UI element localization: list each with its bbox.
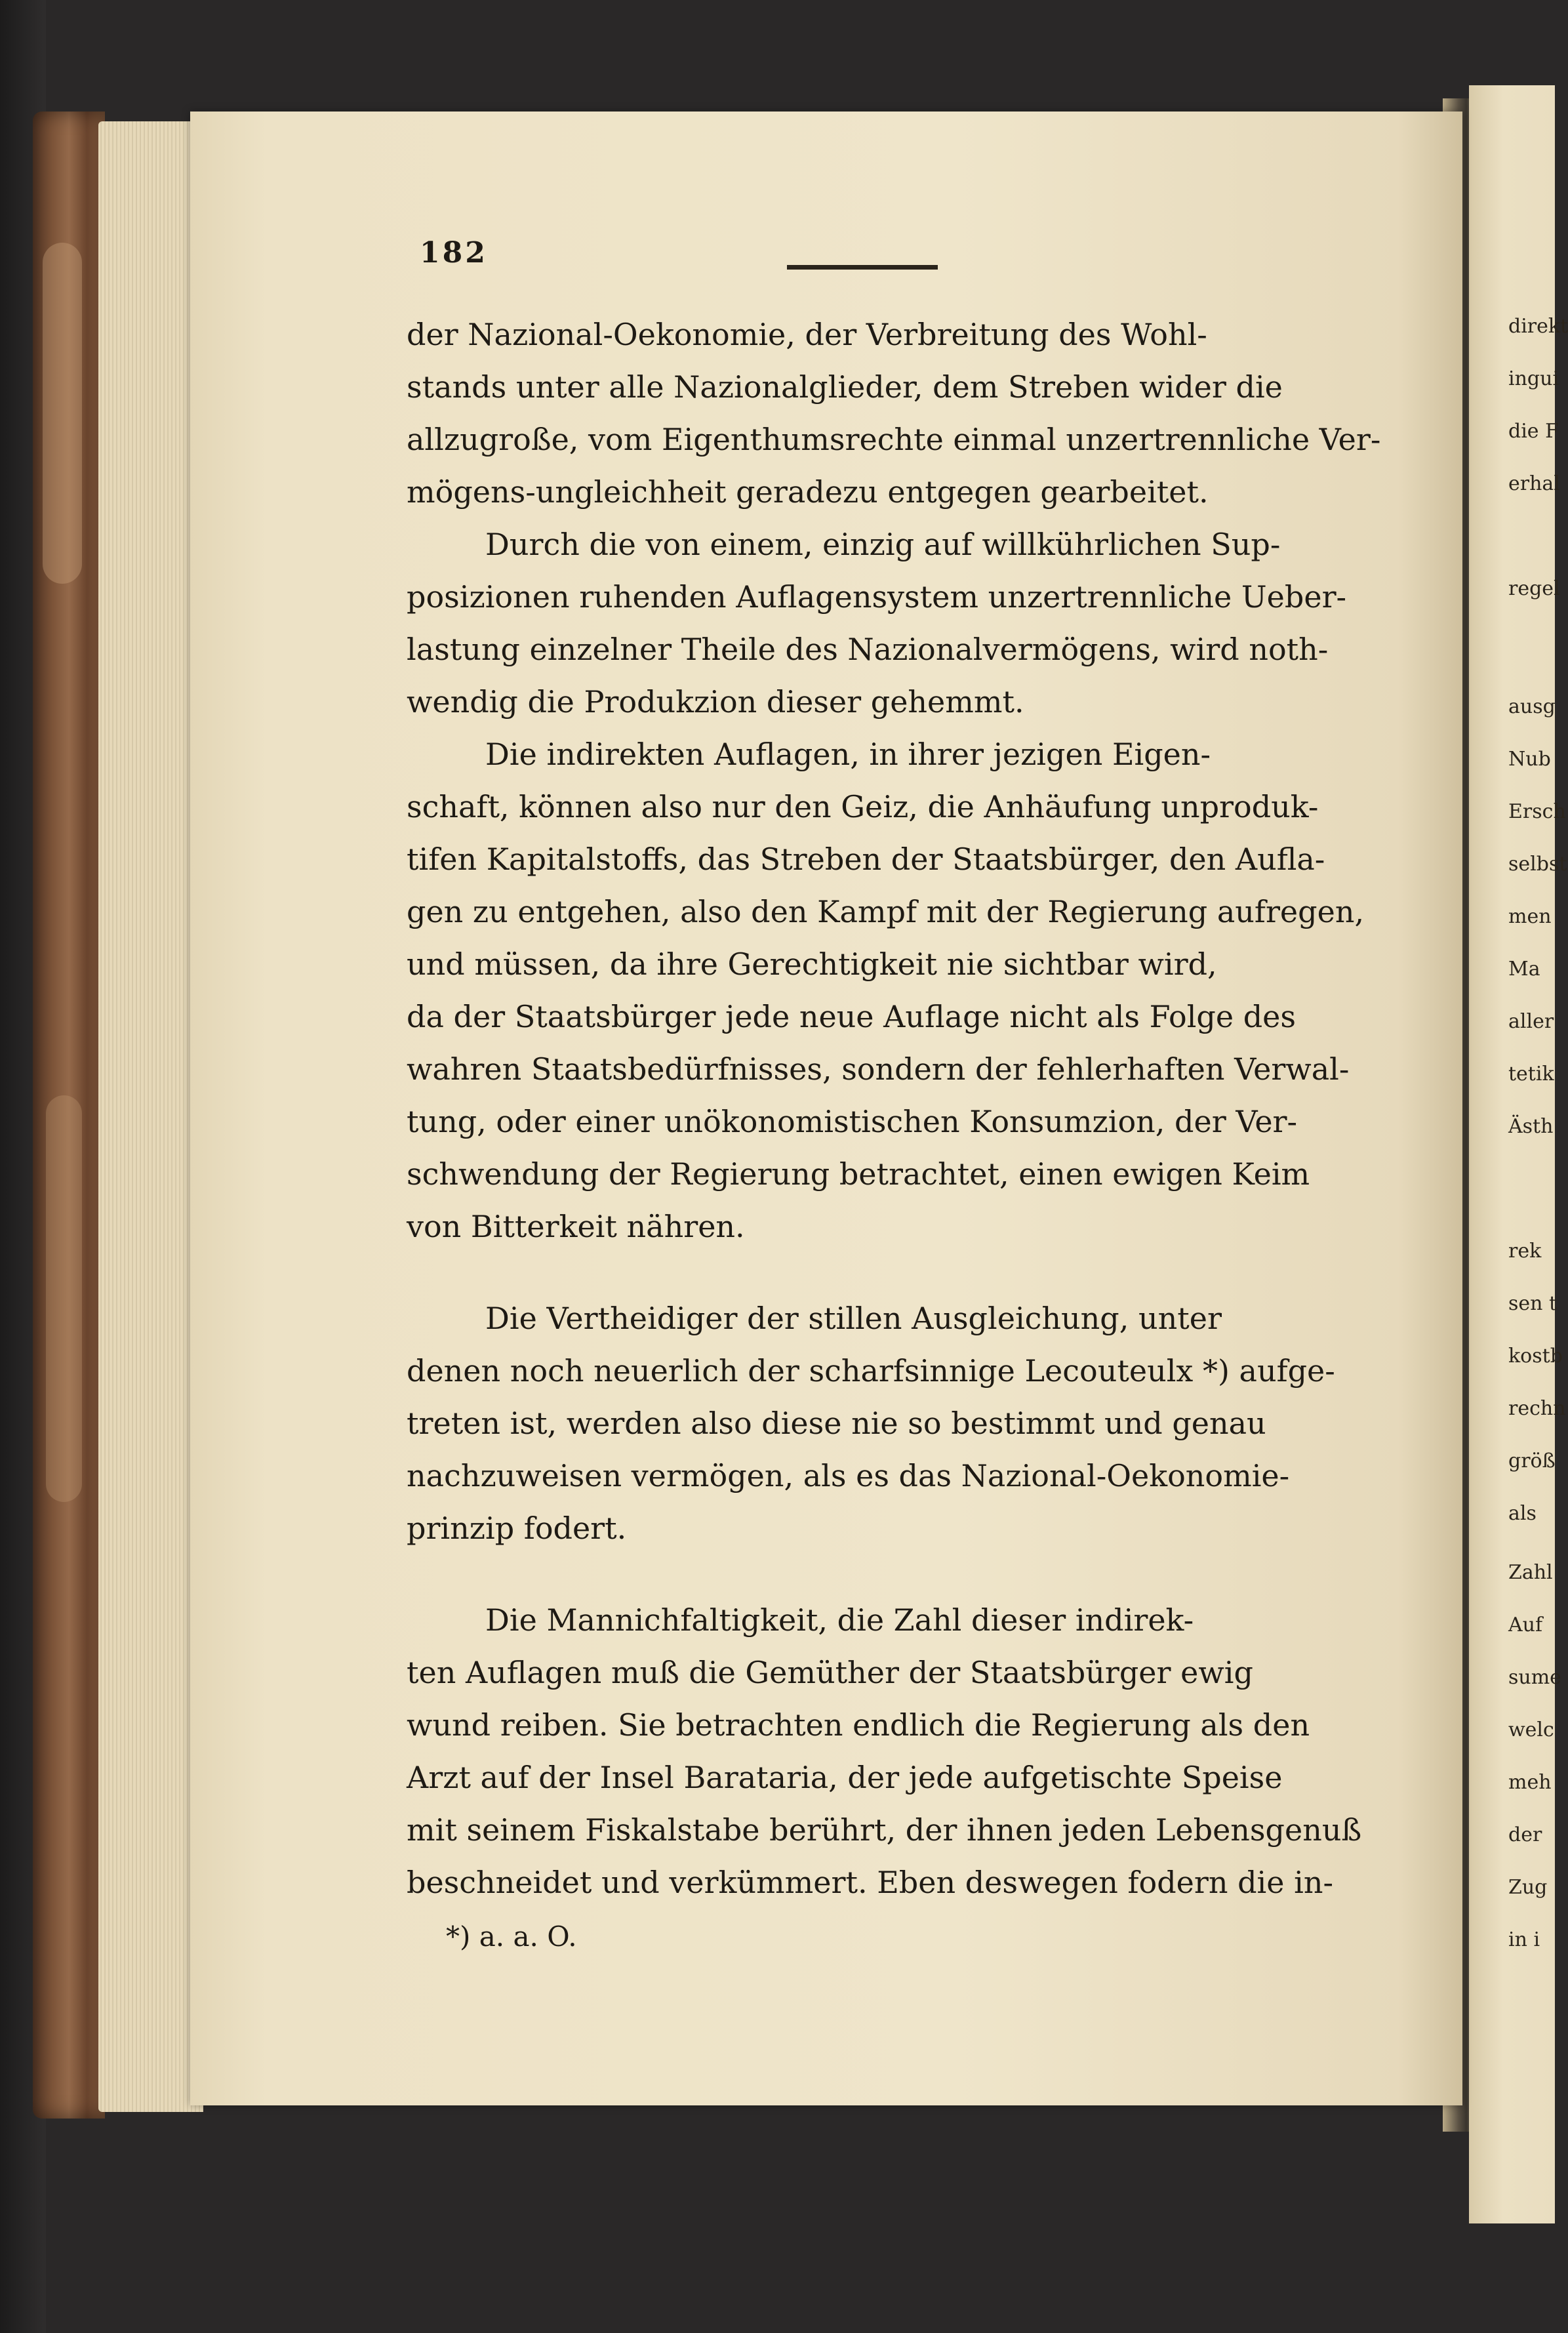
facing-text-fragment: als [1508, 1502, 1537, 1525]
text-line: von Bitterkeit nähren. [407, 1209, 745, 1244]
text-line: stands unter alle Nazionalglieder, dem Streben wider die [407, 369, 1283, 405]
text-line: wund reiben. Sie betrachten endlich die Regierung als den [407, 1707, 1310, 1743]
header-rule [787, 265, 938, 270]
facing-text-fragment: Zug [1508, 1876, 1548, 1899]
page-edges [98, 121, 203, 2112]
facing-text-fragment: Ma [1508, 958, 1540, 981]
page-number: 182 [420, 236, 488, 270]
facing-text-fragment: tetik [1508, 1063, 1554, 1085]
facing-text-fragment: regel [1508, 577, 1560, 600]
text-line: tifen Kapitalstoffs, das Streben der Staatsbürger, den Aufla- [407, 842, 1325, 877]
text-line: mit seinem Fiskalstabe berührt, der ihnen jeden Lebensgenuß [407, 1812, 1362, 1848]
facing-text-fragment: größ [1508, 1450, 1556, 1472]
text-line: gen zu entgehen, also den Kampf mit der Regierung aufregen, [407, 894, 1365, 929]
facing-text-fragment: rek [1508, 1240, 1542, 1263]
facing-text-fragment: aller [1508, 1010, 1554, 1033]
facing-text-fragment: Nub [1508, 748, 1551, 771]
footnote: *) a. a. O. [446, 1920, 577, 1953]
text-line: prinzip fodert. [407, 1511, 627, 1546]
text-line: da der Staatsbürger jede neue Auflage nicht als Folge des [407, 999, 1296, 1034]
facing-text-fragment: Auf [1508, 1613, 1543, 1636]
facing-text-fragment: kostb [1508, 1345, 1563, 1368]
facing-text-fragment: men [1508, 905, 1552, 928]
text-line: schaft, können also nur den Geiz, die Anhäufung unproduk- [407, 789, 1319, 824]
text-line: lastung einzelner Theile des Nazionalvermögens, wird noth- [407, 632, 1329, 667]
facing-text-fragment: der [1508, 1823, 1542, 1846]
text-line: wahren Staatsbedürfnisses, sondern der fehlerhaften Verwal- [407, 1051, 1350, 1087]
facing-page [1469, 85, 1558, 2223]
facing-text-fragment: direkt [1508, 315, 1568, 338]
facing-text-fragment: rechn [1508, 1397, 1566, 1420]
facing-text-fragment: in i [1508, 1928, 1540, 1951]
text-line: beschneidet und verkümmert. Eben deswegen fodern die in- [407, 1865, 1333, 1900]
text-line: Arzt auf der Insel Barataria, der jede aufgetischte Speise [407, 1760, 1283, 1795]
facing-text-fragment: selbst [1508, 853, 1567, 876]
facing-text-fragment: erhal [1508, 472, 1560, 495]
facing-text-fragment: Zahl [1508, 1561, 1553, 1584]
facing-text-fragment: meh [1508, 1771, 1552, 1794]
text-line: Die Mannichfaltigkeit, die Zahl dieser indirek- [485, 1602, 1194, 1638]
book-cover-left [33, 112, 105, 2119]
text-line: wendig die Produkzion dieser gehemmt. [407, 684, 1024, 720]
facing-text-fragment: Ästh [1508, 1115, 1554, 1138]
text-line: nachzuweisen vermögen, als es das Nazional-Oekonomie- [407, 1458, 1290, 1493]
facing-text-fragment: sen t [1508, 1292, 1558, 1315]
facing-text-fragment: sume [1508, 1666, 1561, 1689]
facing-text-fragment: ingui [1508, 367, 1559, 390]
text-line: ten Auflagen muß die Gemüther der Staatsbürger ewig [407, 1655, 1253, 1690]
text-line: Die indirekten Auflagen, in ihrer jezigen Eigen- [485, 737, 1211, 772]
facing-text-fragment: ausg [1508, 695, 1556, 718]
facing-text-fragment: welc [1508, 1718, 1554, 1741]
facing-text-fragment: die F [1508, 420, 1559, 443]
text-line: Die Vertheidiger der stillen Ausgleichung, unter [485, 1301, 1222, 1336]
text-line: treten ist, werden also diese nie so bestimmt und genau [407, 1406, 1266, 1441]
text-line: schwendung der Regierung betrachtet, einen ewigen Keim [407, 1156, 1310, 1192]
text-line: der Nazional-Oekonomie, der Verbreitung des Wohl- [407, 317, 1207, 352]
text-line: posizionen ruhenden Auflagensystem unzertrennliche Ueber- [407, 579, 1347, 615]
text-line: und müssen, da ihre Gerechtigkeit nie sichtbar wird, [407, 946, 1217, 982]
text-line: allzugroße, vom Eigenthumsrechte einmal unzertrennliche Ver- [407, 422, 1381, 457]
text-line: denen noch neuerlich der scharfsinnige Lecouteulx *) aufge- [407, 1353, 1335, 1389]
facing-text-fragment: Ersch [1508, 800, 1566, 823]
text-line: Durch die von einem, einzig auf willkührlichen Sup- [485, 527, 1281, 562]
text-line: mögens-ungleichheit geradezu entgegen gearbeitet. [407, 474, 1209, 510]
text-line: tung, oder einer unökonomistischen Konsumzion, der Ver- [407, 1104, 1298, 1139]
